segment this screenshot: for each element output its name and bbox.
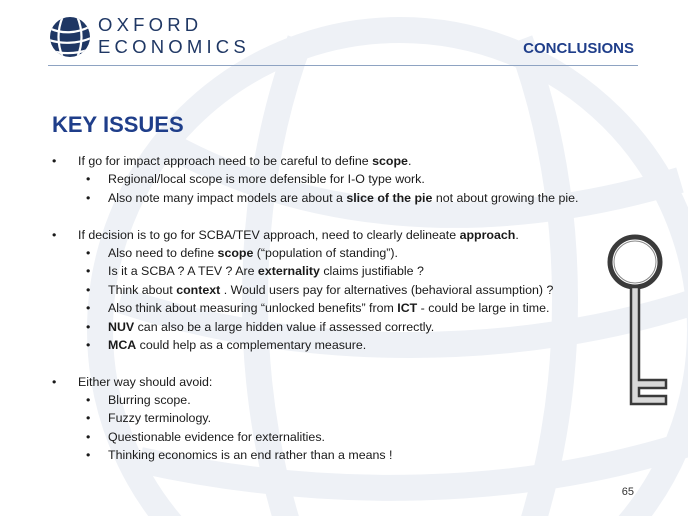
bullet-marker: •: [86, 172, 91, 187]
text-run: (“population of standing”).: [253, 245, 398, 260]
text-run: Also note many impact models are about a: [108, 190, 347, 205]
text-run: claims justifiable ?: [319, 264, 424, 279]
bullet-text: [78, 152, 411, 170]
text-run: Also think about measuring “unlocked benefits” from: [108, 301, 398, 316]
slide-heading: KEY ISSUES: [52, 112, 184, 137]
text-run: . Would users pay for alternatives (behavioral assumption) ?: [220, 282, 554, 297]
sub-bullet-text: [108, 409, 211, 427]
sub-bullet-text: [108, 189, 578, 207]
bullet-marker: •: [86, 411, 91, 426]
emphasis-text: context: [176, 282, 221, 297]
sub-bullet-text: [108, 446, 392, 464]
section-title: CONCLUSIONS: [523, 40, 634, 57]
bullet-marker: •: [86, 337, 91, 352]
bullet-text: [78, 373, 212, 391]
sub-bullet-text: [108, 428, 325, 446]
bullet-marker: •: [86, 190, 91, 205]
text-run: Either way should avoid:: [78, 374, 213, 389]
sub-bullet-item: [52, 244, 632, 262]
sub-bullet-item: [52, 391, 632, 409]
bullet-marker: •: [86, 429, 91, 444]
sub-bullet-text: [108, 262, 424, 280]
text-run: .: [515, 227, 519, 242]
logo-wordmark: [98, 14, 250, 58]
bullet-marker: •: [52, 154, 57, 168]
text-run: could help as a complementary measure.: [136, 337, 367, 352]
text-run: Think about: [108, 282, 177, 297]
sub-bullet-text: [108, 391, 191, 409]
logo-line-2: ECONOMICS: [98, 36, 250, 57]
page-number: 65: [621, 486, 634, 498]
text-run: Regional/local scope is more defensible for I-O type work.: [108, 172, 425, 187]
sub-bullet-text: [108, 170, 425, 188]
bullet-item: [52, 373, 632, 391]
sub-bullet-item: [52, 428, 632, 446]
key-icon: [600, 232, 672, 408]
globe-icon: [49, 16, 91, 58]
text-run: - could be large in time.: [417, 301, 550, 316]
key-issues-list: [52, 152, 632, 465]
emphasis-text: NUV: [108, 319, 135, 334]
text-run: .: [407, 154, 412, 168]
emphasis-text: scope: [372, 154, 408, 168]
sub-bullet-item: [52, 170, 632, 188]
list-spacer: [52, 207, 632, 225]
sub-bullet-text: [108, 336, 366, 354]
header-divider: [48, 65, 638, 66]
sub-bullet-item: [52, 409, 632, 427]
sub-bullet-item: [52, 446, 632, 464]
text-run: Fuzzy terminology.: [108, 411, 212, 426]
text-run: Blurring scope.: [108, 393, 191, 408]
logo-line-1: OXFORD: [98, 14, 203, 35]
emphasis-text: ICT: [397, 301, 418, 316]
text-run: If decision is to go for SCBA/TEV approach, need to clearly delineate: [78, 227, 460, 242]
sub-bullet-item: [52, 318, 632, 336]
text-run: can also be a large hidden value if assessed correctly.: [134, 319, 435, 334]
bullet-text: [78, 226, 519, 244]
bullet-marker: •: [86, 301, 91, 316]
sub-bullet-item: [52, 189, 632, 207]
bullet-item: [52, 226, 632, 244]
emphasis-text: scope: [217, 245, 254, 260]
sub-bullet-text: [108, 244, 398, 262]
bullet-marker: •: [86, 245, 91, 260]
sub-bullet-item: [52, 299, 632, 317]
bullet-marker: •: [86, 264, 91, 279]
bullet-marker: •: [86, 393, 91, 408]
sub-bullet-text: [108, 281, 553, 299]
bullet-marker: •: [86, 448, 91, 463]
bullet-marker: •: [52, 227, 57, 242]
emphasis-text: externality: [257, 264, 320, 279]
sub-bullet-text: [108, 299, 549, 317]
oxford-economics-logo: [49, 14, 250, 62]
bullet-marker: •: [52, 374, 57, 389]
text-run: Is it a SCBA ? A TEV ? Are: [108, 264, 258, 279]
sub-bullet-item: [52, 262, 632, 280]
text-run: Thinking economics is an end rather than a means !: [108, 448, 393, 463]
sub-bullet-item: [52, 336, 632, 354]
bullet-marker: •: [86, 282, 91, 297]
sub-bullet-item: [52, 281, 632, 299]
sub-bullet-text: [108, 318, 434, 336]
emphasis-text: slice of the pie: [346, 190, 433, 205]
text-run: If go for impact approach need to be careful to define: [78, 154, 373, 168]
emphasis-text: approach: [459, 227, 516, 242]
bullet-marker: •: [86, 319, 91, 334]
text-run: Questionable evidence for externalities.: [108, 429, 325, 444]
text-run: Also need to define: [108, 245, 218, 260]
bullet-item: [52, 152, 632, 170]
emphasis-text: MCA: [108, 337, 137, 352]
text-run: not about growing the pie.: [432, 190, 579, 205]
list-spacer: [52, 354, 632, 372]
